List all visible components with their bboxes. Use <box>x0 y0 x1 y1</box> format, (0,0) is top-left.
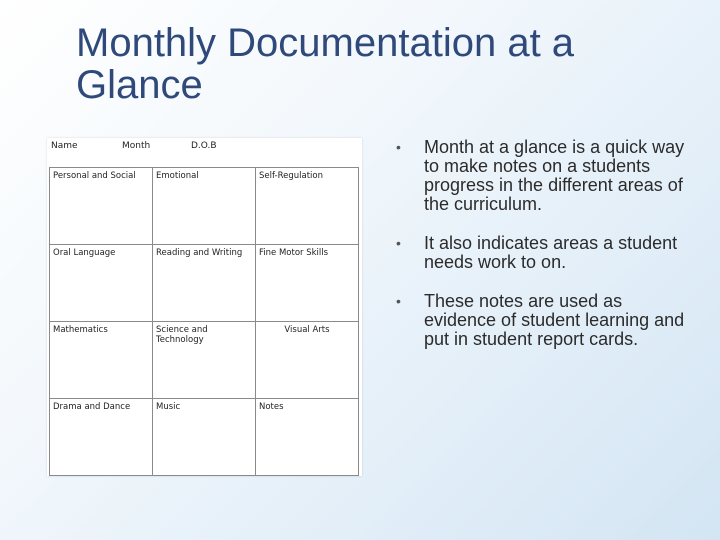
form-cell: Fine Motor Skills <box>256 245 359 322</box>
form-cell: Mathematics <box>50 322 153 399</box>
form-cell: Music <box>153 399 256 476</box>
form-header-dob: D.O.B <box>191 141 217 151</box>
form-cell: Science and Technology <box>153 322 256 399</box>
form-header-name: Name <box>51 141 78 151</box>
slide-title: Monthly Documentation at a Glance <box>76 21 575 107</box>
form-row <box>50 399 359 476</box>
bullet-dot-icon: • <box>396 139 401 155</box>
form-cell: Reading and Writing <box>153 245 256 322</box>
bullet-item <box>396 292 696 349</box>
bullet-dot-icon: • <box>396 235 401 251</box>
form-row <box>50 168 359 245</box>
bullet-list <box>396 138 696 369</box>
form-header-month: Month <box>122 141 151 151</box>
form-row <box>50 245 359 322</box>
form-cell: Notes <box>256 399 359 476</box>
bullet-item <box>396 138 696 214</box>
form-cell: Drama and Dance <box>50 399 153 476</box>
form-row <box>50 322 359 399</box>
form-cell: Oral Language <box>50 245 153 322</box>
bullet-text: These notes are used as evidence of student learning and put in student report cards. <box>424 291 685 349</box>
bullet-item <box>396 234 696 272</box>
documentation-form <box>47 138 362 476</box>
form-cell: Personal and Social <box>50 168 153 245</box>
form-cell: Visual Arts <box>256 322 359 399</box>
form-grid <box>49 167 359 476</box>
bullet-text: Month at a glance is a quick way to make notes on a students progress in the different areas of the curriculum. <box>424 137 685 214</box>
bullet-text: It also indicates areas a student needs work to on. <box>424 233 678 272</box>
form-cell: Self-Regulation <box>256 168 359 245</box>
form-cell: Emotional <box>153 168 256 245</box>
bullet-dot-icon: • <box>396 293 401 309</box>
